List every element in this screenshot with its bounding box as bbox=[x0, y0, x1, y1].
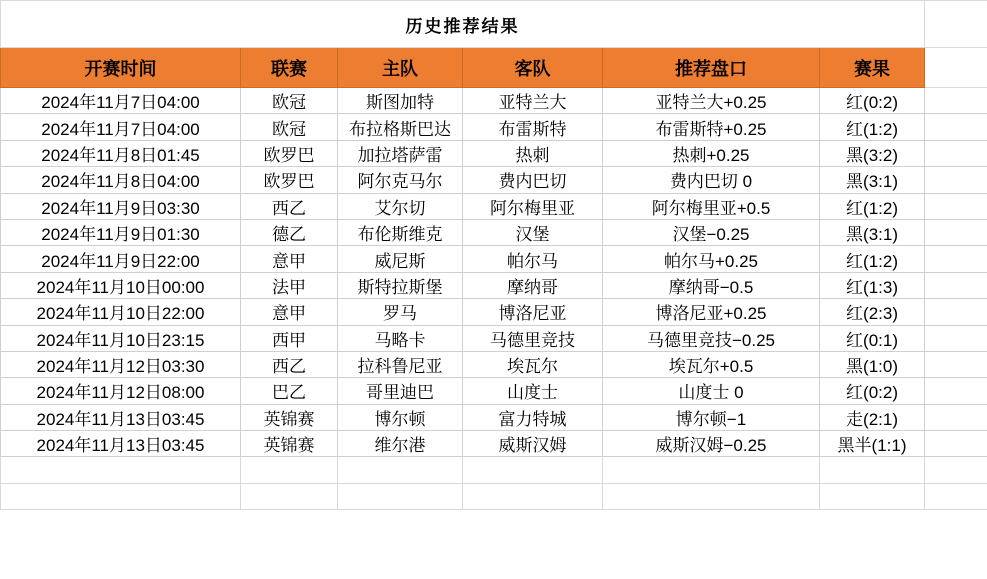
cell-home[interactable]: 布伦斯维克 bbox=[338, 219, 463, 245]
title-row bbox=[1, 1, 987, 48]
cell-result[interactable]: 红(0:2) bbox=[820, 378, 925, 404]
cell-away[interactable]: 帕尔马 bbox=[463, 246, 603, 272]
table-row bbox=[1, 193, 987, 219]
cell-league[interactable]: 西甲 bbox=[241, 325, 338, 351]
cell-away[interactable]: 布雷斯特 bbox=[463, 114, 603, 140]
cell-time[interactable]: 2024年11月9日03:30 bbox=[1, 193, 241, 219]
cell-line[interactable]: 威斯汉姆−0.25 bbox=[603, 431, 820, 457]
cell-line[interactable]: 马德里竞技−0.25 bbox=[603, 325, 820, 351]
table-row bbox=[1, 272, 987, 298]
header-row-trailing-cell bbox=[925, 48, 987, 88]
cell-away[interactable]: 富力特城 bbox=[463, 404, 603, 430]
empty-cell[interactable] bbox=[338, 483, 463, 509]
cell-away[interactable]: 摩纳哥 bbox=[463, 272, 603, 298]
cell-result[interactable]: 红(0:2) bbox=[820, 88, 925, 114]
cell-away[interactable]: 阿尔梅里亚 bbox=[463, 193, 603, 219]
cell-home[interactable]: 阿尔克马尔 bbox=[338, 167, 463, 193]
cell-result[interactable]: 黑半(1:1) bbox=[820, 431, 925, 457]
cell-league[interactable]: 西乙 bbox=[241, 193, 338, 219]
table-body bbox=[1, 1, 987, 510]
cell-away[interactable]: 亚特兰大 bbox=[463, 88, 603, 114]
cell-time[interactable]: 2024年11月12日03:30 bbox=[1, 351, 241, 377]
table-row bbox=[1, 325, 987, 351]
cell-time[interactable]: 2024年11月8日01:45 bbox=[1, 140, 241, 166]
empty-cell[interactable] bbox=[925, 457, 987, 483]
table-row bbox=[1, 140, 987, 166]
empty-cell[interactable] bbox=[603, 457, 820, 483]
cell-line[interactable]: 费内巴切 0 bbox=[603, 167, 820, 193]
cell-line[interactable]: 博尔顿−1 bbox=[603, 404, 820, 430]
cell-league[interactable]: 欧冠 bbox=[241, 88, 338, 114]
table-row bbox=[1, 219, 987, 245]
cell-league[interactable]: 英锦赛 bbox=[241, 431, 338, 457]
empty-cell[interactable] bbox=[1, 457, 241, 483]
empty-cell[interactable] bbox=[463, 457, 603, 483]
cell-line[interactable]: 热刺+0.25 bbox=[603, 140, 820, 166]
table-row bbox=[1, 378, 987, 404]
column-header-result[interactable]: 赛果 bbox=[820, 48, 925, 88]
cell-trailing bbox=[925, 378, 987, 404]
cell-league[interactable]: 法甲 bbox=[241, 272, 338, 298]
empty-cell[interactable] bbox=[241, 457, 338, 483]
column-header-away[interactable]: 客队 bbox=[463, 48, 603, 88]
cell-away[interactable]: 威斯汉姆 bbox=[463, 431, 603, 457]
cell-away[interactable]: 费内巴切 bbox=[463, 167, 603, 193]
column-header-time[interactable]: 开赛时间 bbox=[1, 48, 241, 88]
title-row-trailing-cell bbox=[925, 1, 987, 48]
cell-home[interactable]: 布拉格斯巴达 bbox=[338, 114, 463, 140]
cell-trailing bbox=[925, 325, 987, 351]
cell-trailing bbox=[925, 351, 987, 377]
cell-result[interactable]: 红(2:3) bbox=[820, 299, 925, 325]
cell-trailing bbox=[925, 404, 987, 430]
cell-time[interactable]: 2024年11月13日03:45 bbox=[1, 404, 241, 430]
cell-line[interactable]: 阿尔梅里亚+0.5 bbox=[603, 193, 820, 219]
cell-trailing bbox=[925, 431, 987, 457]
empty-cell[interactable] bbox=[241, 483, 338, 509]
cell-time[interactable]: 2024年11月10日22:00 bbox=[1, 299, 241, 325]
cell-home[interactable]: 哥里迪巴 bbox=[338, 378, 463, 404]
cell-line[interactable]: 山度士 0 bbox=[603, 378, 820, 404]
cell-time[interactable]: 2024年11月7日04:00 bbox=[1, 114, 241, 140]
cell-result[interactable]: 黑(3:1) bbox=[820, 167, 925, 193]
empty-cell[interactable] bbox=[463, 483, 603, 509]
cell-league[interactable]: 欧冠 bbox=[241, 114, 338, 140]
cell-away[interactable]: 埃瓦尔 bbox=[463, 351, 603, 377]
table-header-row bbox=[1, 48, 987, 88]
column-header-home[interactable]: 主队 bbox=[338, 48, 463, 88]
cell-result[interactable]: 黑(1:0) bbox=[820, 351, 925, 377]
cell-away[interactable]: 马德里竞技 bbox=[463, 325, 603, 351]
cell-line[interactable]: 帕尔马+0.25 bbox=[603, 246, 820, 272]
cell-time[interactable]: 2024年11月8日04:00 bbox=[1, 167, 241, 193]
empty-row bbox=[1, 483, 987, 509]
empty-cell[interactable] bbox=[603, 483, 820, 509]
cell-home[interactable]: 马略卡 bbox=[338, 325, 463, 351]
empty-cell[interactable] bbox=[925, 483, 987, 509]
cell-trailing bbox=[925, 193, 987, 219]
cell-league[interactable]: 欧罗巴 bbox=[241, 140, 338, 166]
cell-result[interactable]: 红(1:3) bbox=[820, 272, 925, 298]
cell-league[interactable]: 意甲 bbox=[241, 246, 338, 272]
cell-line[interactable]: 摩纳哥−0.5 bbox=[603, 272, 820, 298]
cell-trailing bbox=[925, 246, 987, 272]
cell-home[interactable]: 加拉塔萨雷 bbox=[338, 140, 463, 166]
table-row bbox=[1, 299, 987, 325]
empty-cell[interactable] bbox=[820, 483, 925, 509]
empty-cell[interactable] bbox=[820, 457, 925, 483]
cell-trailing bbox=[925, 88, 987, 114]
cell-trailing bbox=[925, 114, 987, 140]
cell-home[interactable]: 罗马 bbox=[338, 299, 463, 325]
cell-time[interactable]: 2024年11月9日22:00 bbox=[1, 246, 241, 272]
cell-time[interactable]: 2024年11月12日08:00 bbox=[1, 378, 241, 404]
cell-result[interactable]: 红(1:2) bbox=[820, 246, 925, 272]
cell-home[interactable]: 斯特拉斯堡 bbox=[338, 272, 463, 298]
cell-league[interactable]: 德乙 bbox=[241, 219, 338, 245]
cell-line[interactable]: 汉堡−0.25 bbox=[603, 219, 820, 245]
cell-line[interactable]: 埃瓦尔+0.5 bbox=[603, 351, 820, 377]
table-row bbox=[1, 167, 987, 193]
cell-result[interactable]: 红(0:1) bbox=[820, 325, 925, 351]
cell-line[interactable]: 亚特兰大+0.25 bbox=[603, 88, 820, 114]
cell-trailing bbox=[925, 167, 987, 193]
cell-home[interactable]: 博尔顿 bbox=[338, 404, 463, 430]
table-row bbox=[1, 404, 987, 430]
table-row bbox=[1, 114, 987, 140]
empty-row bbox=[1, 457, 987, 483]
cell-home[interactable]: 拉科鲁尼亚 bbox=[338, 351, 463, 377]
table-row bbox=[1, 88, 987, 114]
cell-trailing bbox=[925, 272, 987, 298]
cell-result[interactable]: 红(1:2) bbox=[820, 193, 925, 219]
cell-away[interactable]: 汉堡 bbox=[463, 219, 603, 245]
table-row bbox=[1, 431, 987, 457]
cell-trailing bbox=[925, 299, 987, 325]
page-title: 历史推荐结果 bbox=[1, 1, 925, 48]
cell-home[interactable]: 斯图加特 bbox=[338, 88, 463, 114]
cell-away[interactable]: 山度士 bbox=[463, 378, 603, 404]
table-row bbox=[1, 351, 987, 377]
cell-line[interactable]: 布雷斯特+0.25 bbox=[603, 114, 820, 140]
cell-time[interactable]: 2024年11月7日04:00 bbox=[1, 88, 241, 114]
column-header-line[interactable]: 推荐盘口 bbox=[603, 48, 820, 88]
cell-league[interactable]: 意甲 bbox=[241, 299, 338, 325]
cell-league[interactable]: 英锦赛 bbox=[241, 404, 338, 430]
cell-home[interactable]: 艾尔切 bbox=[338, 193, 463, 219]
cell-result[interactable]: 黑(3:1) bbox=[820, 219, 925, 245]
cell-result[interactable]: 红(1:2) bbox=[820, 114, 925, 140]
cell-league[interactable]: 西乙 bbox=[241, 351, 338, 377]
cell-league[interactable]: 巴乙 bbox=[241, 378, 338, 404]
cell-time[interactable]: 2024年11月10日23:15 bbox=[1, 325, 241, 351]
empty-cell[interactable] bbox=[338, 457, 463, 483]
cell-home[interactable]: 威尼斯 bbox=[338, 246, 463, 272]
cell-line[interactable]: 博洛尼亚+0.25 bbox=[603, 299, 820, 325]
cell-trailing bbox=[925, 140, 987, 166]
cell-home[interactable]: 维尔港 bbox=[338, 431, 463, 457]
empty-cell[interactable] bbox=[1, 483, 241, 509]
cell-result[interactable]: 走(2:1) bbox=[820, 404, 925, 430]
table-row bbox=[1, 246, 987, 272]
cell-time[interactable]: 2024年11月9日01:30 bbox=[1, 219, 241, 245]
cell-result[interactable]: 黑(3:2) bbox=[820, 140, 925, 166]
cell-away[interactable]: 热刺 bbox=[463, 140, 603, 166]
cell-time[interactable]: 2024年11月10日00:00 bbox=[1, 272, 241, 298]
cell-time[interactable]: 2024年11月13日03:45 bbox=[1, 431, 241, 457]
cell-away[interactable]: 博洛尼亚 bbox=[463, 299, 603, 325]
column-header-league[interactable]: 联赛 bbox=[241, 48, 338, 88]
cell-league[interactable]: 欧罗巴 bbox=[241, 167, 338, 193]
cell-trailing bbox=[925, 219, 987, 245]
